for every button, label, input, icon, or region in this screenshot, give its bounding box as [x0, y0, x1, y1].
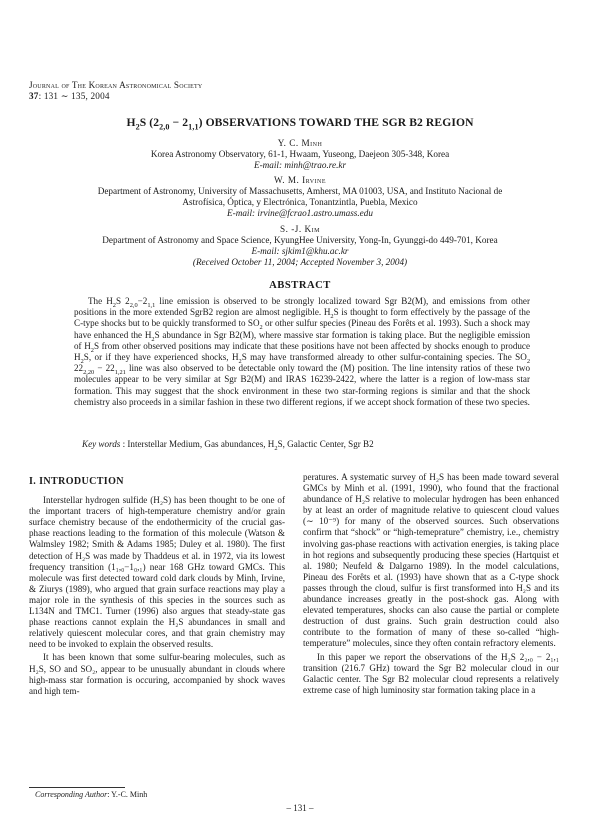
right-column [303, 472, 559, 698]
footnote-rule [29, 787, 125, 788]
author-name: S. -J. Kim [280, 224, 320, 234]
journal-volume: 37 [29, 91, 39, 101]
paragraph: In this paper we report the observations of the H₂S 2₂,₀ − 2₁,₁ transition (216.7 GHz) toward the Sgr B2 molecular cloud in our Galactic center. The Sgr B2 molecular cloud represents a relatively extreme case of high luminosity star formation taking place in a [303, 651, 559, 695]
author-block-3 [0, 224, 600, 268]
page-number: – 131 – [286, 803, 314, 813]
journal-name: Journal of The Korean Astronomical Society [29, 80, 203, 90]
author-block-1 [0, 138, 600, 171]
footnote-label: Corresponding Author [35, 790, 108, 799]
abstract-text: The $H_2S$ $2_{2,0}-2_{1,1}$ line emission is observed to be strongly localized toward Sgr B2(M), and emissions from other positions in the more extended SgrB2 region are almost negligible. $H_2S$ is thought to form effectively by the passage of the C-type shocks but to be quickly transformed to $SO_2$ or other sulfur species (Pineau des Forêts et al. 1993). Such a shock may have enhanced the $H_2S$ abundance in Sgr B2(M), where massive star formation is taking place. But the negligible emission of $H_2S$ from other observed positions may indicate that these positions have not been affected by shocks enough to produce $H_2S$, or if they have experienced shocks, $H_2S$ may have transformed already to other sulfur-containing species. The $SO_2$ $22_{2,20} - 22_{1,21}$ line was also observed to be detectable only toward the (M) position. The line intensity ratios of these two molecules appear to be very similar at Sgr B2(M) and IRAS 16239-2422, where the latter is a region of low-mass star formation. This may suggest that the shock environment in these two star-forming regions is similar and that the shock chemistry also proceeds in a similar fashion in these two different regions, if we accept shock formation of these two species. [74, 296, 530, 407]
paragraph: peratures. A systematic survey of H₂S has been made toward several GMCs by Minh et al. (1991, 1990), who found that the fractional abundance of H₂S relative to molecular hydrogen has been enhanced by at least an order of magnitude relative to quiescent cloud values (∼ 10⁻⁹) for many of the observed sources. Such observations confirm that “shock” or “high-temeprature” chemistry, i.e., chemistry involving gas-phase reactions with activation energies, is taking place in hot regions and subsequently producing these species (Hartquist et al. 1980; Neufeld & Dalgarno 1989). In the model calculations, Pineau des Forêts et al. (1993) have shown that as a C-type shock passes through the cloud, sulfur is first transformed into H₂S and its abundance increases greatly in the post-shock gas. Along with elevated temperatures, shocks can also cause the partial or complete destruction of dust grains. Such grain destruction could also contribute to the formation of many of these so-called “high-temperature” molecules, since they often contain refractory elements. [303, 472, 559, 649]
author-affiliation: Korea Astronomy Observatory, 61-1, Hwaam, Yuseong, Daejeon 305-348, Korea [150, 149, 450, 159]
journal-pages: : 131 ∼ 135, 2004 [38, 91, 110, 101]
author-email: E-mail: sjkim1@khu.ac.kr [251, 246, 349, 256]
keywords: Key words : Interstellar Medium, Gas abundances, $H_2S$, Galactic Center, Sgr B2 [82, 439, 374, 452]
keywords-label: Key words [82, 439, 121, 449]
left-column [29, 476, 285, 699]
abstract-heading: ABSTRACT [269, 280, 331, 291]
paper-title: $H_2S$ $(2_{2,0} - 2_{1,1})$ OBSERVATIONS TOWARD THE SGR B2 REGION [126, 116, 474, 132]
paragraph: Interstellar hydrogen sulfide (H₂S) has been thought to be one of the important tracers of high-temperature chemistry and/or grain surface chemistry because of the endothermicity of the crucial gas-phase reactions leading to the formation of this molecule (Watson & Walmsley 1982; Smith & Adams 1985; Duley et al. 1980). The first detection of H₂S was made by Thaddeus et al. in 1972, via its lowest frequency transition (1₁,₀−1₀,₁) near 168 GHz toward GMCs. This molecule was first detected toward cold dark clouds by Minh, Irvine, & Ziurys (1989), who argued that grain surface reactions may play a major role in the synthesis of this species in the sources such as L134N and TMC1. Turner (1996) also argues that steady-state gas phase reactions cannot explain the H₂S abundances in small and relatively quiescent molecular cores, and that grain chemistry may need to be invoked to explain the observed results. [29, 495, 285, 650]
author-name: Y. C. Minh [277, 138, 323, 148]
author-name: W. M. Irvine [273, 175, 327, 185]
journal-header [29, 80, 202, 102]
paragraph: It has been known that some sulfur-bearing molecules, such as H₂S, SO and SO₂, appear to be unusually abundant in clouds where high-mass star formation is occuring, accompanied by shock waves and high tem- [29, 652, 285, 696]
author-block-2 [0, 175, 600, 219]
author-email: E-mail: minh@trao.re.kr [253, 160, 347, 170]
author-email: E-mail: irvine@fcrao1.astro.umass.edu [227, 208, 373, 218]
received-dates: (Received October 11, 2004; Accepted November 3, 2004) [192, 257, 408, 267]
section-heading: I. INTRODUCTION [29, 476, 124, 487]
journal-volume-line [29, 91, 202, 102]
author-affiliation: Department of Astronomy and Space Science, KyungHee University, Yong-In, Gyunggi-do 449-701, Korea [102, 235, 498, 245]
footnote: Corresponding Author: Y.-C. Minh [35, 790, 148, 799]
author-affiliation-cont: Astrofísica, Óptica, y Electrónica, Tonantzintla, Puebla, Mexico [182, 197, 418, 207]
author-affiliation: Department of Astronomy, University of Massachusetts, Amherst, MA 01003, USA, and Instituto Nacional de [97, 186, 503, 196]
